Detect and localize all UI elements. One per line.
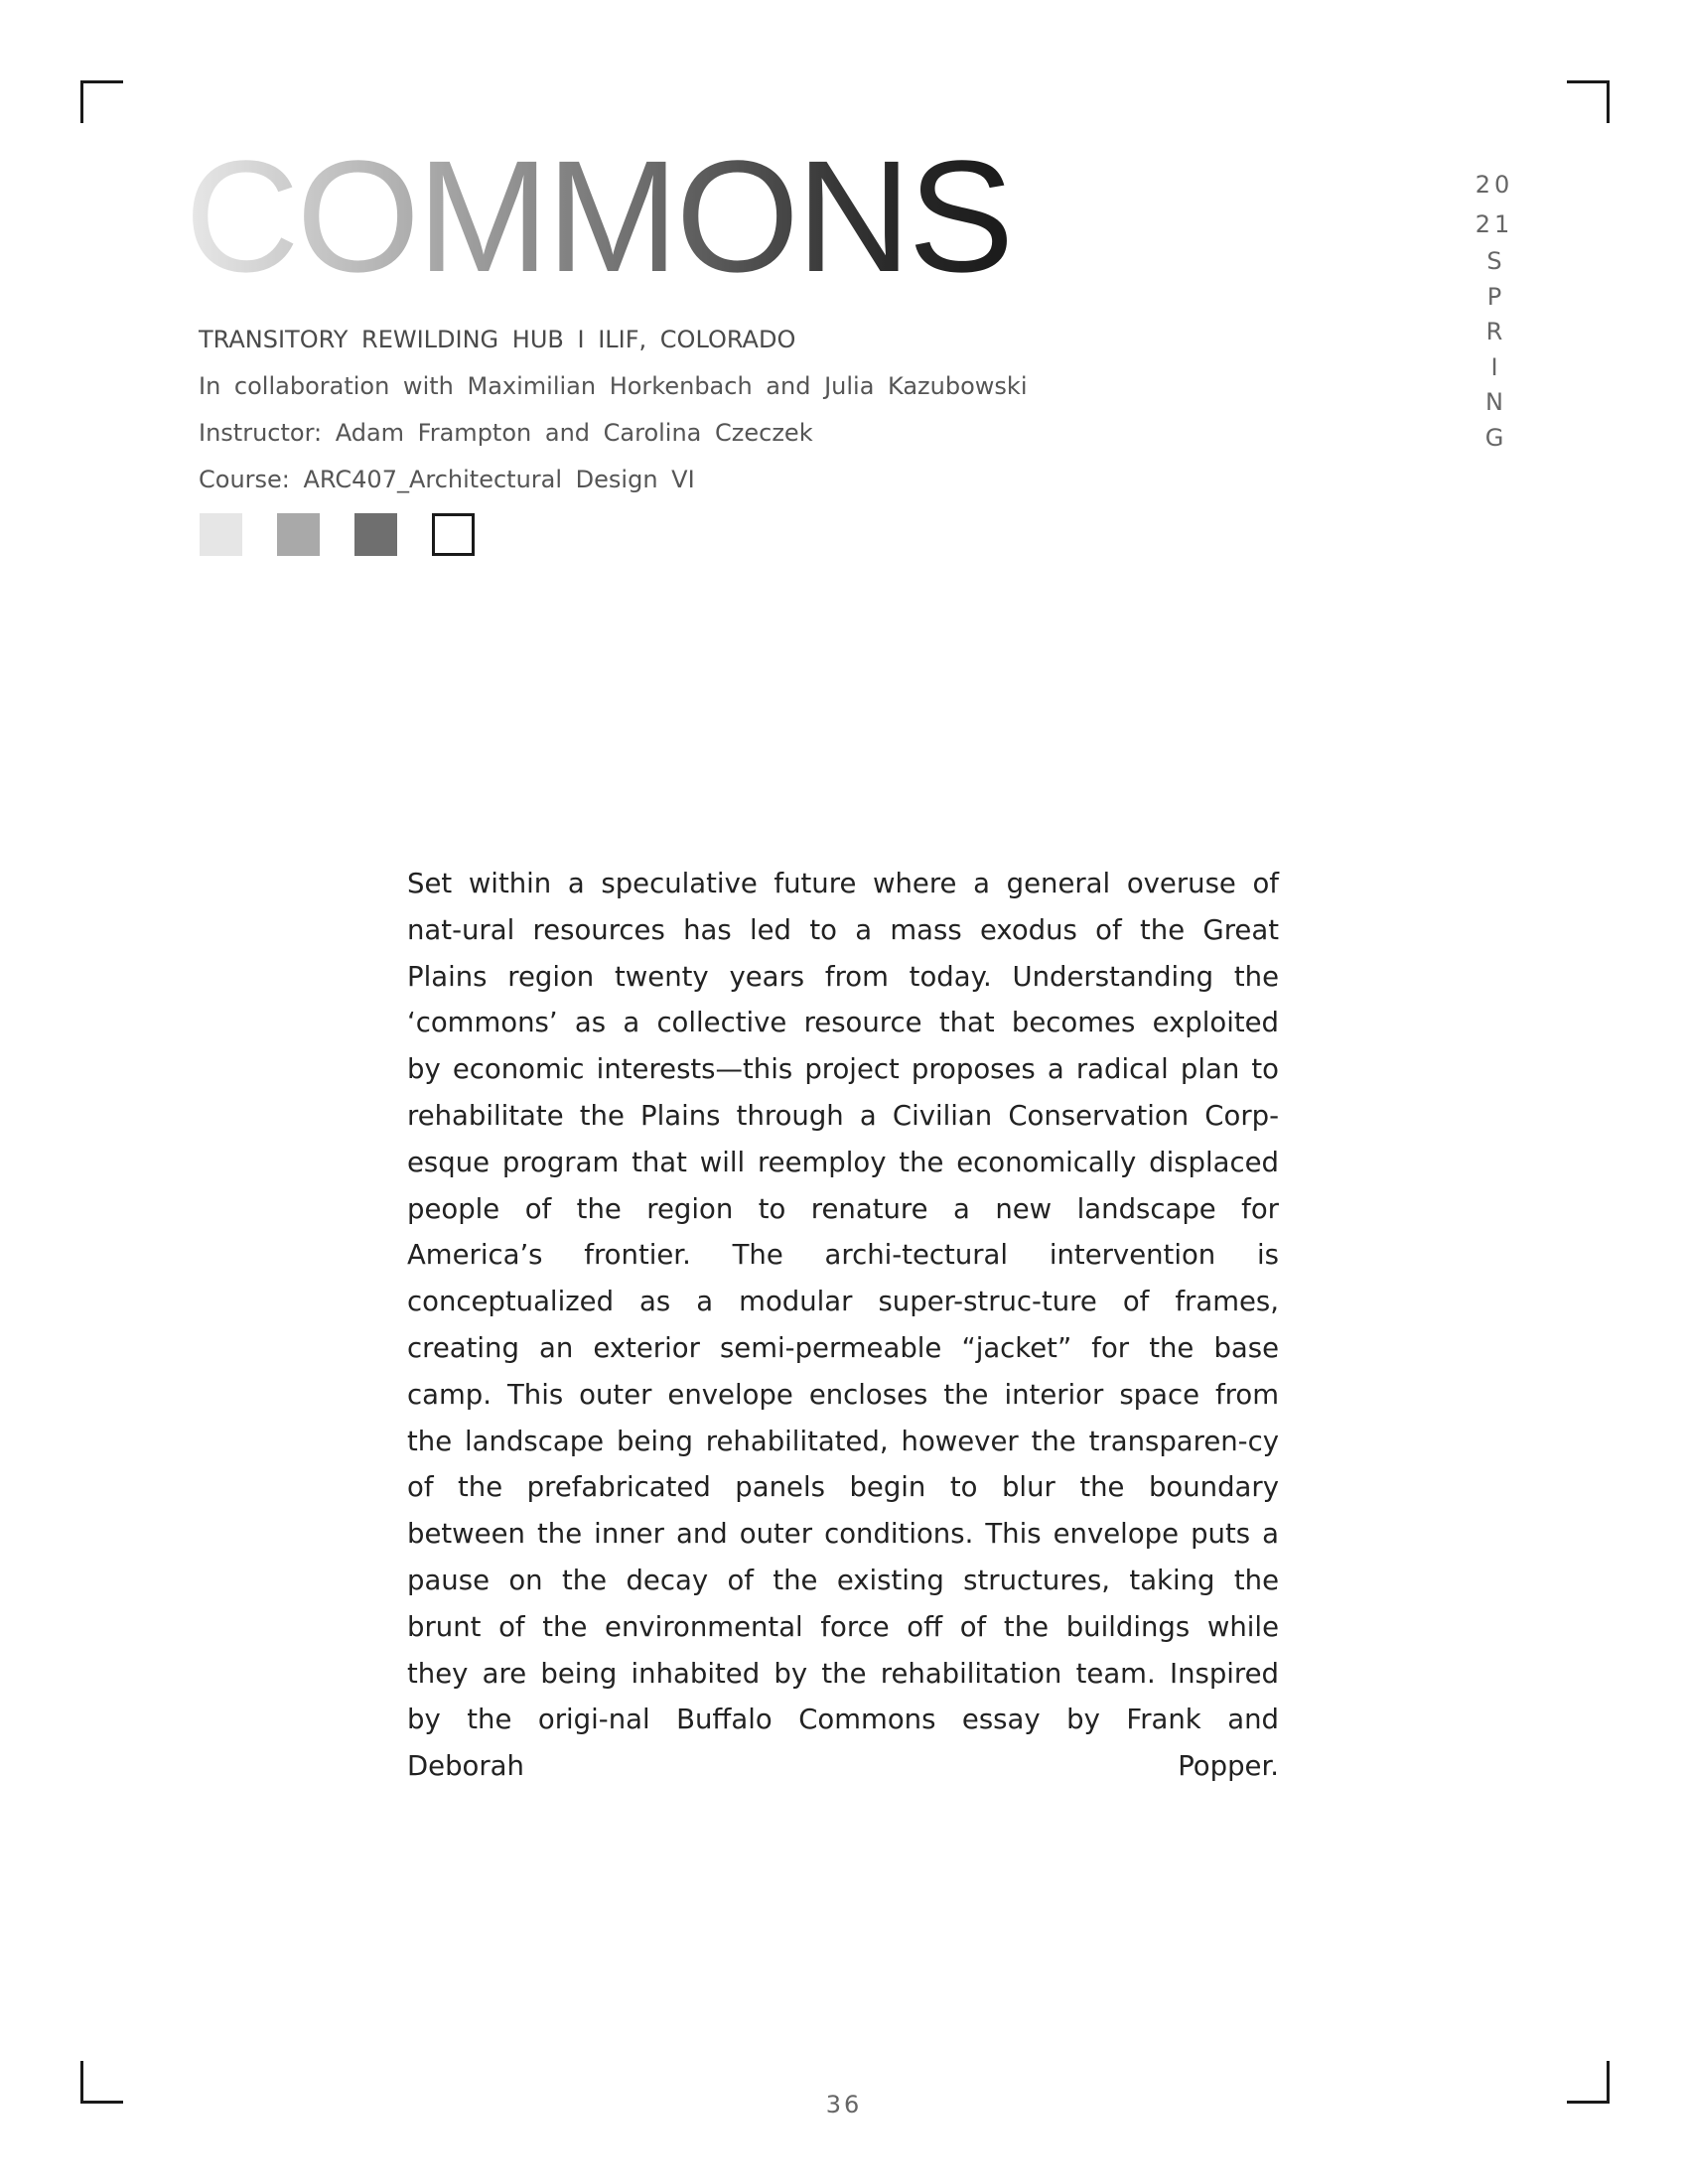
instructor-credit: Instructor: Adam Frampton and Carolina Czeczek: [199, 419, 813, 447]
swatch-dark-gray: [354, 513, 397, 556]
page-number: 36: [825, 2091, 863, 2118]
season-letter: R: [1485, 318, 1503, 345]
color-swatches: [200, 513, 509, 556]
swatch-mid-gray: [277, 513, 320, 556]
project-subtitle: TRANSITORY REWILDING HUB I ILIF, COLORADO: [199, 326, 796, 353]
crop-mark-bottom-left: [80, 2061, 123, 2104]
season-letter: P: [1486, 282, 1502, 311]
page-title: COMMONS: [185, 127, 1012, 305]
collaboration-credit: In collaboration with Maximilian Horkenbach and Julia Kazubowski: [199, 372, 1028, 400]
season-letter: I: [1490, 352, 1498, 381]
season-letter: G: [1484, 423, 1504, 452]
semester-label: [1460, 165, 1529, 456]
swatch-light-gray: [200, 513, 242, 556]
season-letter: S: [1486, 247, 1502, 275]
project-info: [199, 320, 1027, 506]
year-top: 20: [1475, 171, 1514, 199]
season-letter: N: [1485, 388, 1503, 416]
crop-mark-top-left: [80, 80, 123, 123]
year-bottom: 21: [1475, 210, 1514, 238]
crop-mark-top-right: [1567, 80, 1610, 123]
project-description: Set within a speculative future where a general overuse of nat-ural resources has led to a mass exodus of the Great Plains region twenty years from today. Understanding the ‘commons’ as a collective resource that becomes exploited by economic interests—this project proposes a radical plan to rehabilitate the Plains through a Civilian Conservation Corp-esque program that will reemploy the economically displaced people of the region to renature a new landscape for America’s frontier. The archi-tectural intervention is conceptualized as a modular super-struc-ture of frames, creating an exterior semi-permeable “jacket” for the base camp. This outer envelope encloses the interior space from the landscape being rehabilitated, however the transparen-cy of the prefabricated panels begin to blur the boundary between the inner and outer conditions. This envelope puts a pause on the decay of the existing structures, taking the brunt of the environmental force off of the buildings while they are being inhabited by the rehabilitation team. Inspired by the origi-nal Buffalo Commons essay by Frank and Deborah Popper.: [407, 868, 1279, 1783]
course-credit: Course: ARC407_Architectural Design VI: [199, 466, 695, 493]
swatch-outline: [432, 513, 475, 556]
crop-mark-bottom-right: [1567, 2061, 1610, 2104]
